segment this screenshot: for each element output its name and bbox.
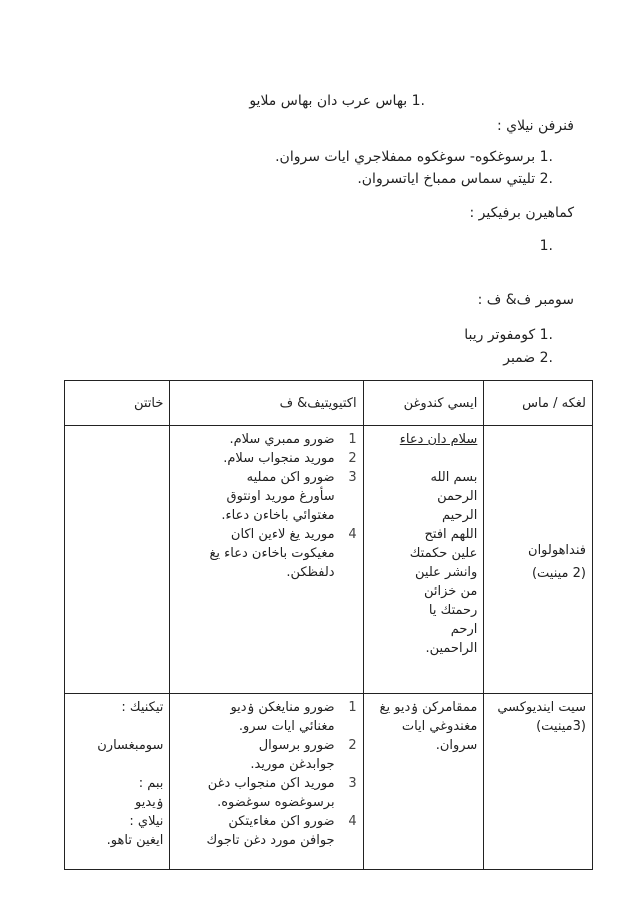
activity-text: جوابدغن موريد. xyxy=(250,757,335,772)
prayer-line: رحمتك يا xyxy=(428,603,478,618)
note-cell xyxy=(65,426,170,694)
note-cell xyxy=(65,694,170,870)
prayer-line: الرحيم xyxy=(441,508,478,523)
step-cell xyxy=(484,426,593,694)
table-header-row xyxy=(65,381,593,426)
activity-text: مغيكوت باخاءن دعاء يغ xyxy=(209,546,335,561)
header-content: ايسي كندوغن xyxy=(363,381,484,426)
prayer-line: وانشر علين xyxy=(415,565,478,580)
activity-text: ضورو ممبري سلام. xyxy=(229,432,335,447)
activity-item xyxy=(176,736,356,755)
prayer-line: الراحمين. xyxy=(425,641,478,656)
activity-item xyxy=(176,525,356,544)
activity-item xyxy=(176,698,356,717)
objective-item-2: .2 تليتي سماس ممباخ اياتسروان. xyxy=(357,171,553,187)
note-line: نيلاي : xyxy=(129,814,164,829)
prayer-line: ارحم xyxy=(450,622,478,637)
activity-text: دلفظكن. xyxy=(286,565,335,580)
activity-text: مغتوائي باخاءن دعاء. xyxy=(221,508,335,523)
activity-text: موريد منجواب سلام. xyxy=(223,451,335,466)
resources-label: سومبر ف& ف : xyxy=(477,292,574,308)
activity-text: جوافن مورد دغن تاجوك xyxy=(206,833,335,848)
prayer-line: بسم الله xyxy=(430,470,478,485)
note-line: ايغين تاهو. xyxy=(106,833,164,848)
table-row xyxy=(65,426,593,694)
header-activity: اكتيويتيف& ف xyxy=(170,381,363,426)
activity-text: ضورو منايغكن ۏديو xyxy=(230,700,335,715)
note-line: تيكنيك : xyxy=(121,700,164,715)
activity-item xyxy=(176,449,356,468)
content-cell xyxy=(363,426,484,694)
header-note: خاتتن xyxy=(65,381,170,426)
activity-number: 3 xyxy=(348,470,357,485)
header-step: لغكه / ماس xyxy=(484,381,593,426)
activity-item xyxy=(176,468,356,487)
activity-item xyxy=(176,430,356,449)
activity-number: 2 xyxy=(348,738,357,753)
objective-label: فنرفن نيلاي : xyxy=(496,118,574,134)
prayer-line: اللهم افتح xyxy=(424,527,478,542)
content-line: مغندوغي ايات xyxy=(401,719,478,734)
content-cell xyxy=(363,694,484,870)
table-row xyxy=(65,694,593,870)
prayer-line: من خزائن xyxy=(424,584,478,599)
activity-text: موريد يغ لاءين اكان xyxy=(230,527,335,542)
resource-item-2: .2 ضمبر xyxy=(503,350,553,366)
activity-cell xyxy=(170,426,363,694)
note-line: ۏيديو xyxy=(135,795,164,810)
step-title: سيت اينديوكسي xyxy=(497,700,586,715)
activity-text: مغنائي ايات سرو. xyxy=(238,719,335,734)
skills-item-1: .1 xyxy=(539,238,553,254)
note-line: ببم : xyxy=(138,776,164,791)
activity-number: 4 xyxy=(348,527,357,542)
activity-number: 1 xyxy=(348,432,357,447)
activity-text: ضورو اكن مغاءيتكن xyxy=(228,814,335,829)
resource-item-1: .1 كومفوتر ريبا xyxy=(464,327,553,343)
activity-cell xyxy=(170,694,363,870)
step-duration: (3مينيت) xyxy=(536,719,586,734)
step-title: فنداهولوان xyxy=(528,542,586,558)
activity-item xyxy=(176,774,356,793)
activity-number: 1 xyxy=(348,700,357,715)
activity-text: ضورو اكن ممليه xyxy=(246,470,335,485)
lesson-plan-table xyxy=(64,380,593,870)
content-title: سلام دان دعاء xyxy=(399,432,478,447)
step-cell xyxy=(484,694,593,870)
objective-item-1: .1 برسوغكوه- سوغكوه ممفلاجري ايات سروان. xyxy=(275,149,553,165)
subject-line: .1 بهاس عرب دان بهاس ملايو xyxy=(249,93,425,109)
activity-item xyxy=(176,812,356,831)
content-line: سروان. xyxy=(435,738,478,753)
skills-label: كماهيرن برفيكير : xyxy=(469,205,574,221)
activity-number: 3 xyxy=(348,776,357,791)
activity-number: 4 xyxy=(348,814,357,829)
content-line: ممقامركن ۏديو يغ xyxy=(379,700,478,715)
prayer-line: علين حكمتك xyxy=(409,546,478,561)
note-line: سومبغسارن xyxy=(97,738,164,753)
activity-text: موريد اكن منجواب دغن xyxy=(207,776,335,791)
activity-text: ضورو برسوال xyxy=(258,738,335,753)
activity-number: 2 xyxy=(348,451,357,466)
prayer-line: الرحمن xyxy=(437,489,478,504)
activity-text: برسوغضوه سوغضوه. xyxy=(217,795,335,810)
activity-text: سأورغ موريد اونتوق xyxy=(226,489,335,504)
step-duration: (2 مينيت) xyxy=(531,565,586,581)
